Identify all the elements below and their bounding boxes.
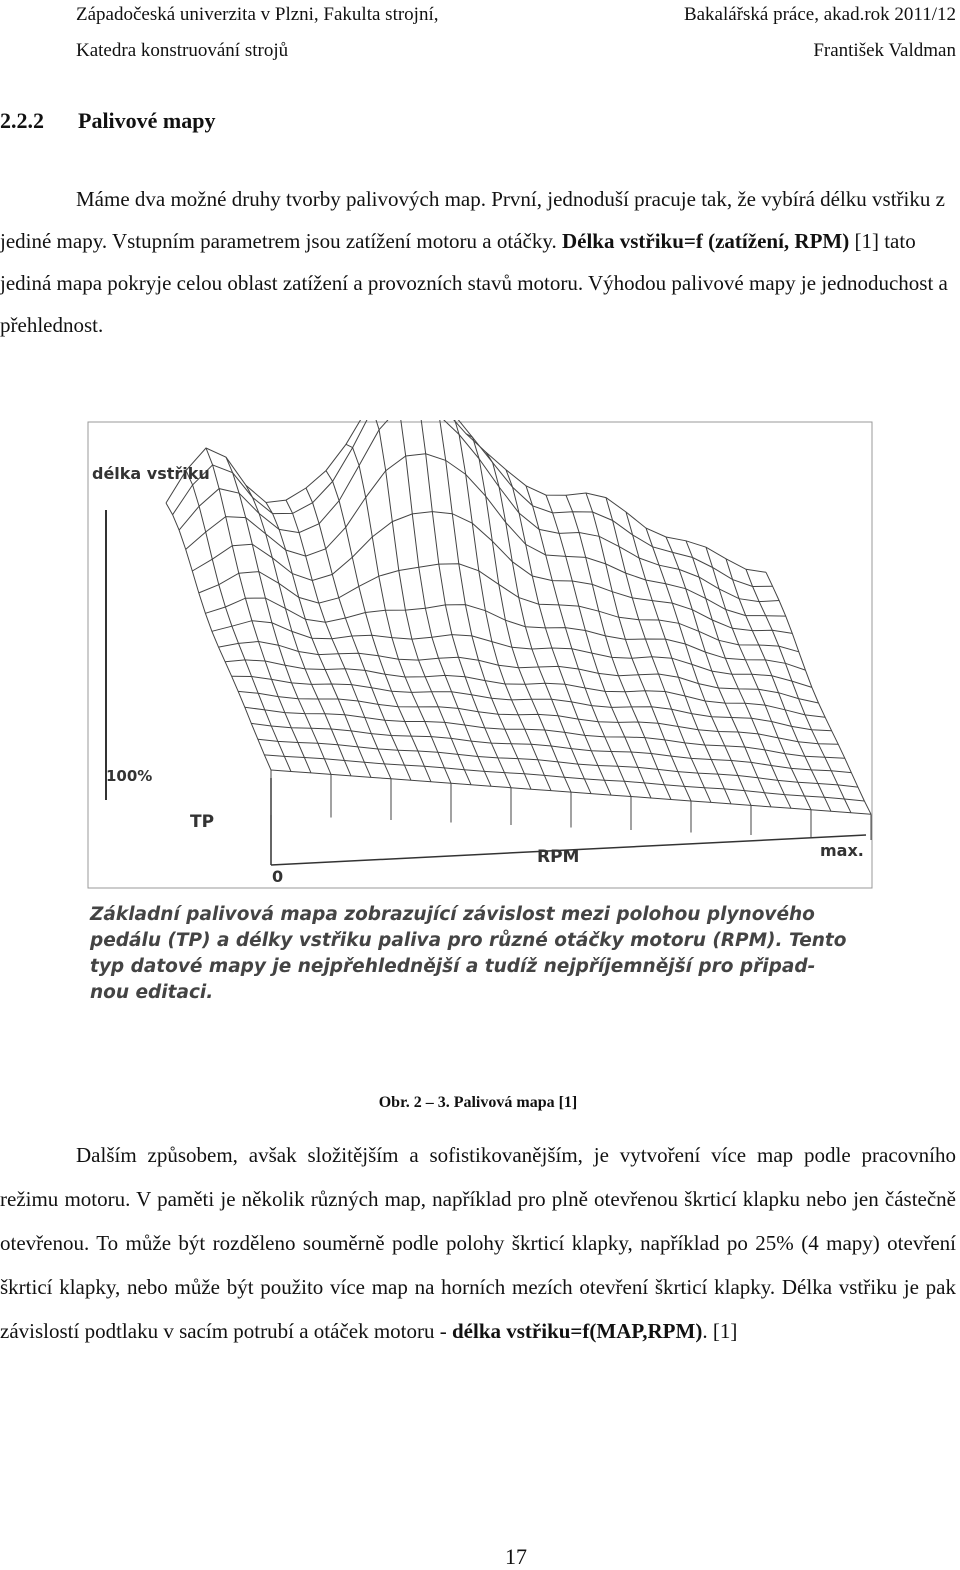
mesh-line <box>746 569 851 813</box>
page-number: 17 <box>505 1544 527 1569</box>
figure-caption: Obr. 2 – 3. Palivová mapa [1] <box>378 1094 578 1111</box>
mesh-line <box>219 642 819 704</box>
rpm-max-label: max. <box>820 841 864 860</box>
tp-max-label: 100% <box>106 767 153 785</box>
paragraph-multimap-text-2: . [1] <box>702 1319 738 1343</box>
mesh-line <box>406 420 511 788</box>
fuel-map-mesh <box>166 420 871 840</box>
mesh-line <box>326 471 431 782</box>
header-department: Katedra konstruování strojů <box>76 40 289 61</box>
mesh-line <box>173 420 773 587</box>
paragraph-intro-formula: Délka vstřiku=f (zatížení, RPM) <box>561 229 850 253</box>
figure-inner-caption-line-1: Základní palivová mapa zobrazující závislost mezi polohou plynového <box>90 904 815 925</box>
mesh-line <box>212 621 812 688</box>
section-heading <box>0 108 216 134</box>
mesh-line <box>366 420 471 785</box>
mesh-line <box>506 470 611 795</box>
mesh-line <box>205 598 805 670</box>
origin-label: 0 <box>272 867 284 886</box>
paragraph-multimap-text-1: Dalším způsobem, avšak složitějším a sofistikovanějším, je vytvoření více map podle pracovního režimu motoru. V paměti je několik různých map, například pro plně otevřenou škrticí klapku nebo jen částečně otevřenou. To může být rozděleno souměrně podle polohy škrticí klapky, například po 25% (4 mapy) otevření škrticí klapky, nebo může být použito více map na horních mezích otevření škrticí klapky. Délka vstřiku je pak závislostí podtlaku v sacím potrubí a otáček motoru - <box>0 1143 956 1343</box>
tp-axis-label: TP <box>190 812 215 832</box>
mesh-line <box>246 485 351 776</box>
header-author: František Valdman <box>813 40 956 61</box>
figure-inner-caption-line-3: typ datové mapy je nejpřehlednější a tudíž nejpříjemnější pro připad- <box>90 956 816 977</box>
figure-inner-caption-line-2: pedálu (TP) a délky vstřiku paliva pro různé otáčky motoru (RPM). Tento <box>90 930 847 951</box>
rpm-axis-label: RPM <box>537 847 580 867</box>
paragraph-intro-text-1: Máme dva možné druhy tvorby palivových map. První, jednoduší pracuje tak, že vybírá délku vstřiku z jediné mapy. Vstupním parametrem jsou zatížení motoru a otáčky. <box>0 187 945 253</box>
mesh-line <box>426 420 531 789</box>
paragraph-multimap <box>0 1133 956 1353</box>
paragraph-intro-text-2: [1] tato jediná mapa pokryje celou oblast zatížení a provozních stavů motoru. Výhodou palivové mapy je jednoduchost a přehlednost. <box>0 229 948 337</box>
paragraph-multimap-formula: délka vstřiku=f(MAP,RPM) <box>451 1319 703 1343</box>
mesh-line <box>166 503 271 770</box>
ylabel-text: délka vstřiku <box>92 464 210 483</box>
mesh-line <box>286 500 391 779</box>
mesh-line <box>486 452 591 793</box>
mesh-line <box>446 420 551 791</box>
fuel-map-image <box>86 420 876 1008</box>
section-title: Palivové mapy <box>78 108 216 133</box>
header-university: Západočeská univerzita v Plzni, Fakulta strojní, <box>76 4 439 25</box>
mesh-line <box>386 420 491 786</box>
section-number: 2.2.2 <box>0 108 44 133</box>
mesh-line <box>266 503 371 778</box>
mesh-line <box>306 488 411 780</box>
mesh-line <box>466 434 571 792</box>
fuel-map-figure <box>86 420 876 1008</box>
figure-inner-caption-line-4: nou editaci. <box>90 982 214 1003</box>
mesh-line <box>726 559 831 812</box>
paragraph-intro <box>0 178 956 346</box>
header-thesis-info: Bakalářská práce, akad.rok 2011/12 <box>683 4 956 25</box>
